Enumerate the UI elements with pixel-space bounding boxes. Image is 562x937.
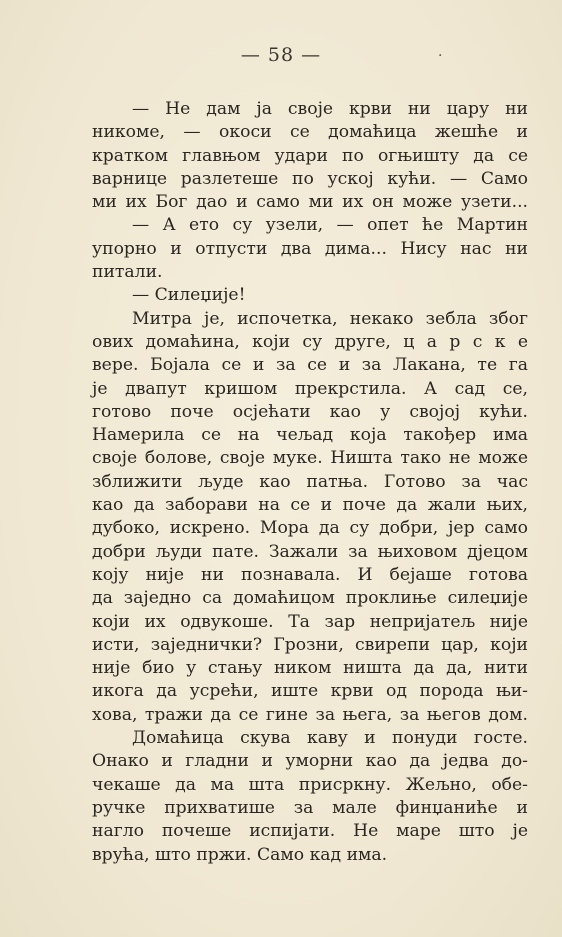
text-line: Намерила се на чељад која такођер има xyxy=(92,425,528,446)
text-line: — Не дам ја своје крви ни цару ни xyxy=(132,99,528,119)
text-line: ми их Бог дао и само ми их он може узети... xyxy=(92,192,528,213)
text-line: никоме, — окоси се домаћица жешће и xyxy=(92,122,528,143)
text-line: вере. Бојала се и за се и за Лакана, те га xyxy=(92,355,528,376)
text-line: чекаше да ма шта присркну. Жељно, обе- xyxy=(92,774,528,795)
text-line: је двапут кришом прекрстила. А сад се, xyxy=(92,378,528,399)
text-line: коју није ни познавала. И бејаше готова xyxy=(92,564,528,585)
text-line: исти, заједнички? Грозни, свирепи цар, који xyxy=(92,634,528,655)
text-line: Домаћица скува каву и понуди госте. xyxy=(132,728,528,749)
text-line: ручке прихватише за мале финџаниће и xyxy=(92,797,528,818)
text-line: варнице разлетеше по уској кући. — Само xyxy=(92,168,528,189)
body-text xyxy=(92,98,528,867)
text-line: готово поче осјећати као у својој кући. xyxy=(92,401,528,422)
text-line: врућа, што пржи. Само кад има. xyxy=(92,844,388,865)
text-line: — А ето су узели, — опет ће Мартин xyxy=(132,215,528,236)
page-number: — 58 — xyxy=(240,44,322,66)
text-line: хова, тражи да се гине за њега, за његов дом. xyxy=(92,704,528,725)
text-line: који их одвукоше. Та зар непријатељ није xyxy=(92,611,528,632)
text-line: није био у стању ником ништа да да, нити xyxy=(92,658,528,679)
text-line: — Силеџије! xyxy=(132,285,246,306)
text-line: икога да усрећи, иште крви од порода њи- xyxy=(92,681,528,702)
text-line: дубоко, искрено. Мора да су добри, јер само xyxy=(92,518,528,539)
print-speck: · xyxy=(438,48,443,64)
text-line: добри људи пате. Зажали за њиховом дјецом xyxy=(92,541,528,562)
text-line: кратком главњом удари по огњишту да се xyxy=(92,145,528,166)
text-line: да заједно са домаћицом проклиње силеџије xyxy=(92,588,528,609)
text-line: Митра је, испочетка, некако зебла због xyxy=(132,308,528,329)
text-line: своје болове, своје муке. Ништа тако не може xyxy=(92,448,528,469)
text-line: нагло почеше испијати. Не маре што је xyxy=(92,821,528,842)
text-line: упорно и отпусти два дима... Нису нас ни xyxy=(92,238,528,259)
text-line: ових домаћина, који су друге, ц а р с к е xyxy=(92,331,528,352)
text-line: зближити људе као патња. Готово за час xyxy=(92,471,528,492)
text-line: као да заборави на се и поче да жали њих, xyxy=(92,495,528,516)
text-line: Онако и гладни и уморни као да једва до- xyxy=(92,751,528,772)
text-line: питали. xyxy=(92,262,163,283)
